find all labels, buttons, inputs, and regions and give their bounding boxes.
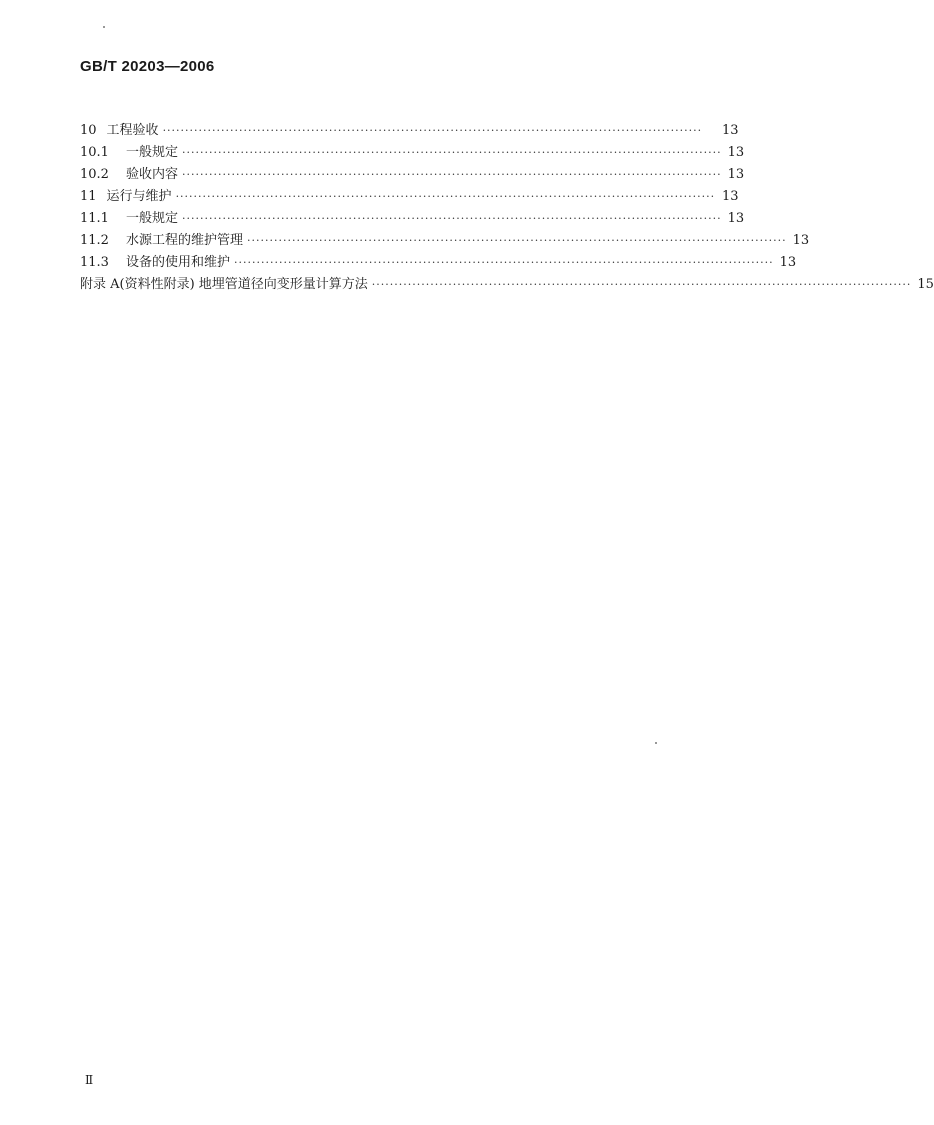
toc-entry-number: 10.2 [80,167,109,182]
toc-dot-leader: ························································································································ [234,256,774,269]
toc-entry-number: 10.1 [80,145,109,160]
toc-entry-number: 11.2 [80,233,109,248]
toc-entry-10-1 [80,142,745,164]
toc-entry-page: 13 [722,189,739,204]
toc-dot-leader: ························································································································ [247,234,787,247]
table-of-contents [80,120,934,296]
toc-entry-page: 13 [792,233,810,248]
toc-entry-title: 一般规定 [126,145,179,160]
scan-speck [655,742,657,744]
page-number: Ⅱ [85,1073,94,1087]
toc-entry-11 [80,186,738,208]
toc-entry-10 [80,120,738,142]
toc-entry-title: 附录 A(资料性附录) 地埋管道径向变形量计算方法 [80,277,368,292]
toc-entry-11-3 [80,252,797,274]
toc-entry-11-1 [80,208,745,230]
toc-entry-page: 15 [917,277,934,292]
scan-speck [103,26,105,28]
toc-dot-leader: ························································································································ [182,168,722,181]
toc-entry-page: 13 [727,211,745,226]
toc-entry-10-2 [80,164,745,186]
toc-entry-title: 验收内容 [126,167,179,182]
toc-entry-number: 11 [80,189,97,204]
toc-dot-leader: ························································································································ [162,124,703,137]
toc-entry-page: 13 [722,123,739,138]
toc-entry-page: 13 [727,167,745,182]
toc-entry-number: 11.3 [80,255,109,270]
toc-entry-page: 13 [779,255,797,270]
toc-entry-number: 11.1 [80,211,109,226]
toc-dot-leader: ························································································································ [371,278,912,291]
toc-entry-number: 10 [80,123,97,138]
toc-dot-leader: ························································································································ [182,212,722,225]
standard-header: GB/T 20203—2006 [80,58,215,75]
toc-entry-title: 水源工程的维护管理 [126,233,244,248]
toc-entry-page: 13 [727,145,745,160]
toc-entry-title: 工程验收 [106,123,159,138]
toc-entry-appendix-a [80,274,934,296]
toc-dot-leader: ························································································································ [175,190,716,203]
toc-entry-title: 运行与维护 [106,189,172,204]
toc-dot-leader: ························································································································ [182,146,722,159]
toc-entry-11-2 [80,230,810,252]
toc-entry-title: 一般规定 [126,211,179,226]
toc-entry-title: 设备的使用和维护 [126,255,231,270]
